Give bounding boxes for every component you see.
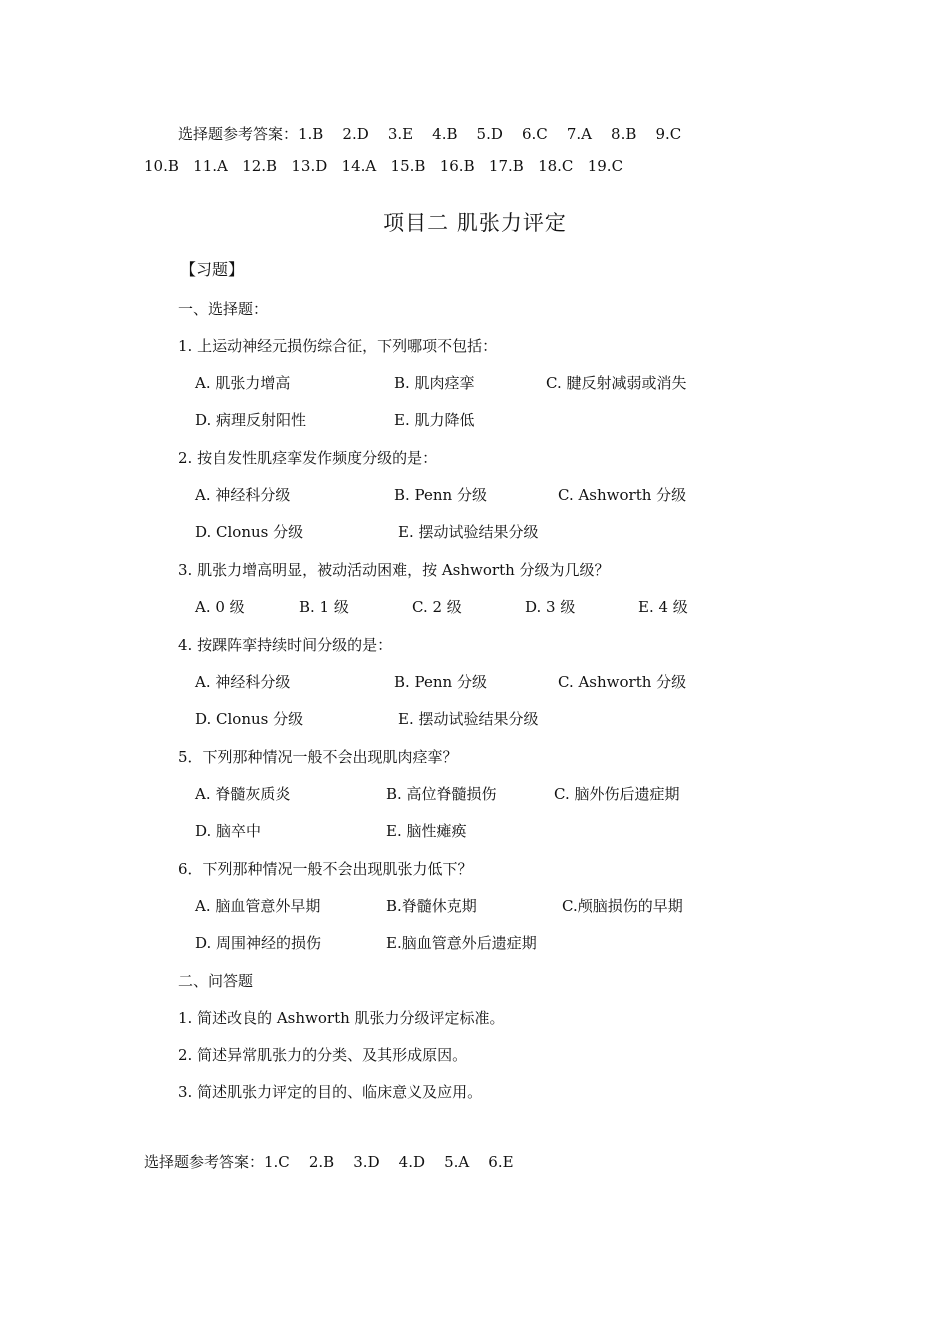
q4-option-c: C. Ashworth 分级 [558,673,687,691]
q3-option-c: C. 2 级 [412,598,462,616]
exercise-header: 【习题】 [180,260,245,279]
q5-option-c: C. 脑外伤后遗症期 [554,785,680,803]
essay-question-1: 1. 简述改良的 Ashworth 肌张力分级评定标准。 [178,1009,505,1027]
essay-question-3: 3. 简述肌张力评定的目的、临床意义及应用。 [178,1083,483,1101]
q5-option-a: A. 脊髓灰质炎 [195,785,291,803]
q3-option-b: B. 1 级 [299,598,349,616]
question-5-stem: 5．下列那种情况一般不会出现肌肉痉挛？ [178,748,458,766]
prev-answers-line-2: 10.B 11.A 12.B 13.D 14.A 15.B 16.B 17.B 18.C 19.C [144,157,624,175]
q1-option-d: D. 病理反射阳性 [195,411,307,429]
question-3-stem: 3. 肌张力增高明显，被动活动困难，按 Ashworth 分级为几级？ [178,561,610,579]
question-2-stem: 2. 按自发性肌痉挛发作频度分级的是： [178,449,438,467]
q2-option-b: B. Penn 分级 [394,486,487,504]
q2-option-d: D. Clonus 分级 [195,523,304,541]
section-title: 项目二 肌张力评定 [383,211,567,235]
q3-option-e: E. 4 级 [638,598,688,616]
q2-option-c: C. Ashworth 分级 [558,486,687,504]
q2-option-e: E. 摆动试验结果分级 [398,523,539,541]
q6-option-d: D. 周围神经的损伤 [195,934,322,952]
q6-option-e: E.脑血管意外后遗症期 [386,934,537,952]
q5-option-b: B. 高位脊髓损伤 [386,785,497,803]
question-6-stem: 6．下列那种情况一般不会出现肌张力低下？ [178,860,473,878]
q1-option-a: A. 肌张力增高 [195,374,291,392]
part2-heading: 二、问答题 [178,972,254,990]
q4-option-b: B. Penn 分级 [394,673,487,691]
answers-line: 选择题参考答案：1.C 2.B 3.D 4.D 5.A 6.E [144,1153,514,1171]
q4-option-a: A. 神经科分级 [195,673,291,691]
part1-heading: 一、选择题： [178,300,269,318]
q5-option-d: D. 脑卒中 [195,822,262,840]
essay-question-2: 2. 简述异常肌张力的分类、及其形成原因。 [178,1046,468,1064]
q1-option-c: C. 腱反射减弱或消失 [546,374,687,392]
q1-option-e: E. 肌力降低 [394,411,475,429]
q4-option-d: D. Clonus 分级 [195,710,304,728]
q2-option-a: A. 神经科分级 [195,486,291,504]
question-1-stem: 1. 上运动神经元损伤综合征，下列哪项不包括： [178,337,498,355]
q6-option-b: B.脊髓休克期 [386,897,477,915]
q4-option-e: E. 摆动试验结果分级 [398,710,539,728]
q5-option-e: E. 脑性瘫痪 [386,822,467,840]
q6-option-a: A. 脑血管意外早期 [195,897,321,915]
question-4-stem: 4. 按踝阵挛持续时间分级的是： [178,636,393,654]
q3-option-a: A. 0 级 [195,598,245,616]
q1-option-b: B. 肌肉痉挛 [394,374,475,392]
prev-answers-line-1: 选择题参考答案：1.B 2.D 3.E 4.B 5.D 6.C 7.A 8.B 9.C [178,125,682,143]
q3-option-d: D. 3 级 [525,598,576,616]
q6-option-c: C.颅脑损伤的早期 [562,897,683,915]
